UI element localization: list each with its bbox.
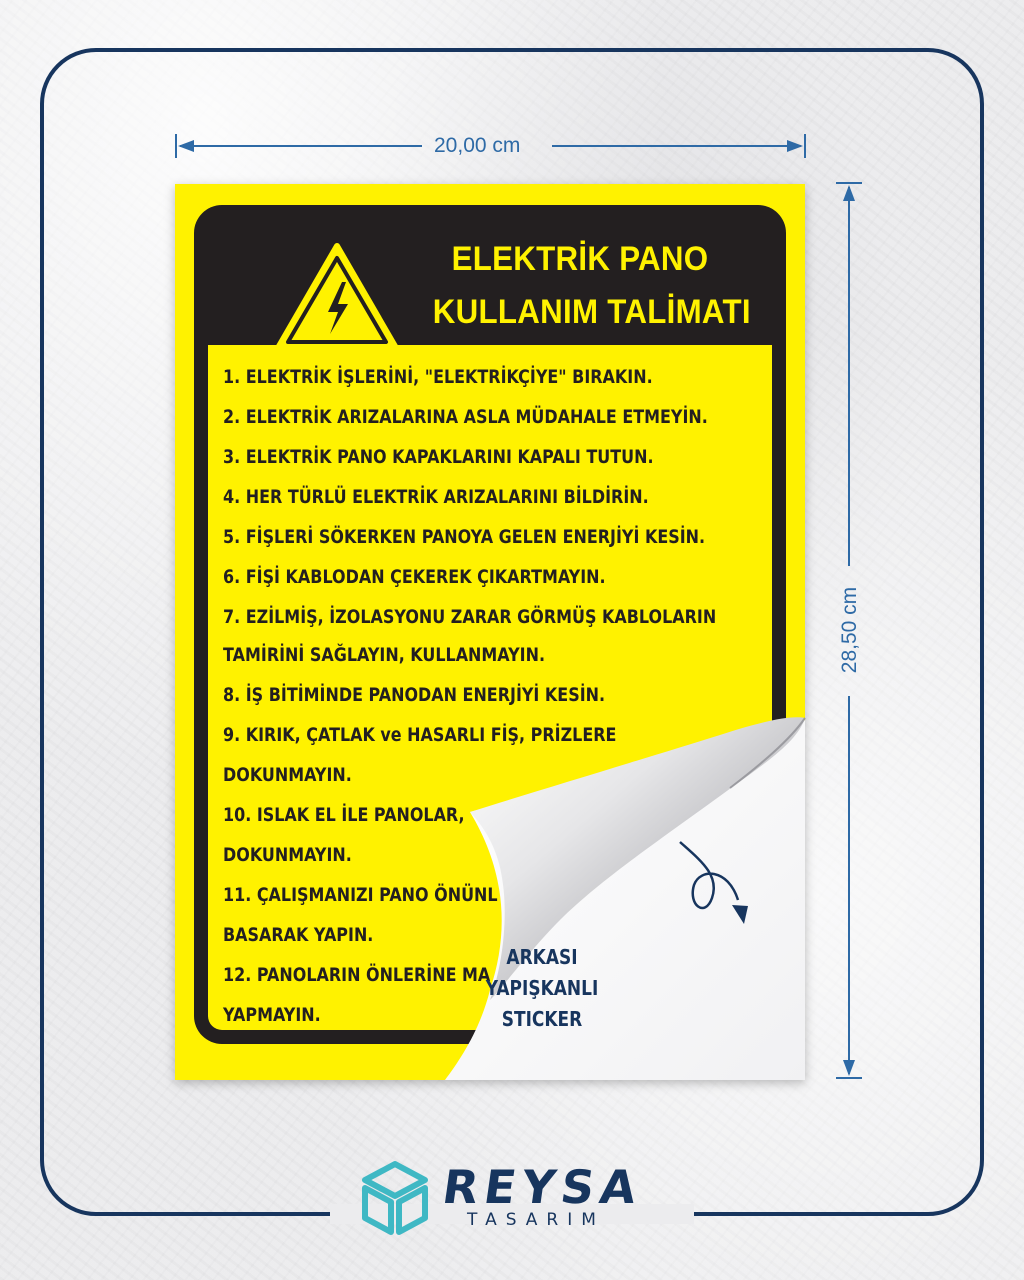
back-label-line1: ARKASI [506,945,578,969]
rule-line: 7. EZİLMİŞ, İZOLASYONU ZARAR GÖRMÜŞ KABLOLARIN [223,606,717,628]
sign-title-line1: ELEKTRİK PANO [451,240,709,278]
rule-line: BASARAK YAPIN. [223,924,374,946]
brand-name: REYSA [439,1160,646,1214]
adhesive-back-label [474,942,610,1035]
rule-line: 10. ISLAK EL İLE PANOLAR, [223,804,465,826]
rule-line: 3. ELEKTRİK PANO KAPAKLARINI KAPALI TUTUN. [223,446,654,468]
rule-line: 1. ELEKTRİK İŞLERİNİ, "ELEKTRİKÇİYE" BIRAKIN. [223,366,653,388]
rule-line: DOKUNMAYIN. [223,764,352,786]
rule-line: 2. ELEKTRİK ARIZALARINA ASLA MÜDAHALE ETMEYİN. [223,406,708,428]
width-label: 20,00 cm [434,134,521,157]
cube-logo-icon [355,1158,435,1238]
rule-line: 9. KIRIK, ÇATLAK ve HASARLI FİŞ, PRİZLERE [223,724,617,746]
rule-line: 6. FİŞİ KABLODAN ÇEKEREK ÇIKARTMAYIN. [223,566,606,588]
rule-line: 4. HER TÜRLÜ ELEKTRİK ARIZALARINI BİLDİRİN. [223,486,649,508]
brand-logo [355,1158,675,1238]
back-label-line2: YAPIŞKANLI [485,976,599,1000]
rule-line: 5. FİŞLERİ SÖKERKEN PANOYA GELEN ENERJİYİ KESİN. [223,526,706,548]
rule-line: YAPMAYIN. [223,1004,321,1026]
rule-line: 12. PANOLARIN ÖNLERİNE MA [223,964,491,986]
rule-line: 11. ÇALIŞMANIZI PANO ÖNÜNL [223,884,498,906]
brand-subtitle: TASARIM [467,1210,605,1230]
sign-title-line2: KULLANIM TALİMATI [432,293,751,331]
back-label-line3: STICKER [501,1007,583,1031]
rule-line: 8. İŞ BİTİMİNDE PANODAN ENERJİYİ KESİN. [223,684,606,706]
height-label: 28,50 cm [838,586,861,674]
rule-line: DOKUNMAYIN. [223,844,352,866]
rule-line: TAMİRİNİ SAĞLAYIN, KULLANMAYIN. [223,644,546,666]
